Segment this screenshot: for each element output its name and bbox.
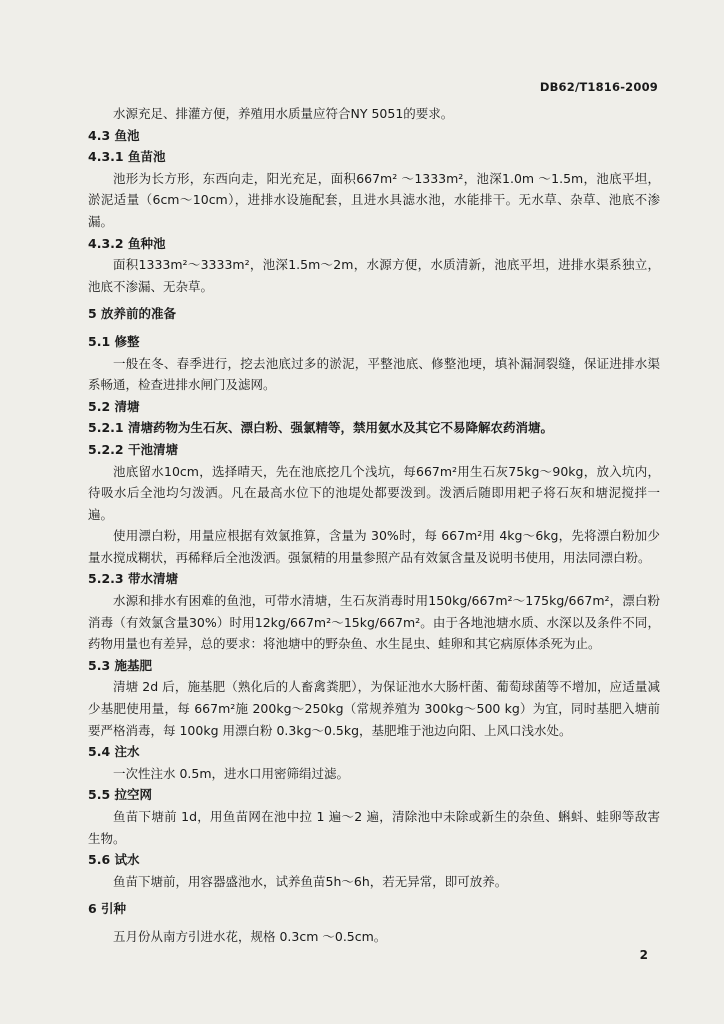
subsection-heading: 5.2.1 清塘药物为生石灰、漂白粉、强氯精等，禁用氨水及其它不易降解农药消塘。 xyxy=(88,420,553,436)
paragraph: 一次性注水 0.5m，进水口用密筛绢过滤。 xyxy=(113,765,350,781)
subsection-heading: 5.2.3 带水清塘 xyxy=(88,571,178,587)
paragraph: 五月份从南方引进水花，规格 0.3cm ～0.5cm。 xyxy=(113,928,387,944)
paragraph: 一般在冬、春季进行，挖去池底过多的淤泥，平整池底、修整池埂，填补漏洞裂缝，保证进排水渠系畅通，检查进排水闸门及滤网。 xyxy=(88,355,660,393)
subsection-heading: 4.3.1 鱼苗池 xyxy=(88,149,166,165)
paragraph: 鱼苗下塘前，用容器盛池水，试养鱼苗5h～6h，若无异常，即可放养。 xyxy=(113,873,508,889)
section-heading: 4.3 鱼池 xyxy=(88,127,140,143)
paragraph: 鱼苗下塘前 1d，用鱼苗网在池中拉 1 遍～2 遍，清除池中未除或新生的杂鱼、蝌蚪、蛙卵等敌害生物。 xyxy=(88,809,660,846)
paragraph: 池底留水10cm，选择晴天，先在池底挖几个浅坑，每667m²用生石灰75kg～90kg，放入坑内，待吸水后全池均匀泼洒。凡在最高水位下的池堤处都要泼到。泼洒后随即用耙子将石灰和塘泥搅拌一遍。 xyxy=(88,463,660,522)
section-heading: 5.5 拉空网 xyxy=(88,787,152,803)
chapter-heading: 6 引种 xyxy=(88,901,127,917)
paragraph: 水源充足、排灌方便，养殖用水质量应符合NY 5051的要求。 xyxy=(113,106,454,121)
paragraph: 使用漂白粉，用量应根据有效氯推算，含量为 30%时，每 667m²用 4kg～6kg，先将漂白粉加少量水搅成糊状，再稀释后全池泼洒。强氯精的用量参照产品有效氯含量及说明书使用，用法同漂白粉。 xyxy=(88,528,660,565)
page-number: 2 xyxy=(639,948,648,962)
subsection-heading: 5.2.2 干池清塘 xyxy=(88,441,178,457)
paragraph: 池形为长方形，东西向走，阳光充足，面积667m² ～1333m²，池深1.0m ～1.5m，池底平坦，淤泥适量（6cm～10cm），进排水设施配套，且进水具滤水池，水能排干。无水草、杂草、池底不渗漏。 xyxy=(88,170,660,229)
subsection-heading: 4.3.2 鱼种池 xyxy=(88,235,166,251)
section-heading: 5.4 注水 xyxy=(88,744,140,760)
paragraph: 面积1333m²～3333m²，池深1.5m～2m，水源方便，水质清新，池底平坦，进排水渠系独立，池底不渗漏、无杂草。 xyxy=(88,257,660,294)
section-heading: 5.3 施基肥 xyxy=(88,657,152,673)
chapter-heading: 5 放养前的准备 xyxy=(88,306,177,322)
section-heading: 5.2 清塘 xyxy=(88,398,140,414)
section-heading: 5.1 修整 xyxy=(88,333,140,349)
document-body xyxy=(88,103,660,948)
paragraph: 水源和排水有困难的鱼池，可带水清塘，生石灰消毒时用150kg/667m²～175kg/667m²，漂白粉消毒（有效氯含量30%）时用12kg/667m²～15kg/667m²。由于各地池塘水质、水深以及条件不同，药物用量也有差异，总的要求：将池塘中的野杂鱼、水生昆虫、蛙卵和其它病原体杀死为止。 xyxy=(88,593,660,652)
section-heading: 5.6 试水 xyxy=(88,852,140,868)
paragraph: 清塘 2d 后，施基肥（熟化后的人畜禽粪肥），为保证池水大肠杆菌、葡萄球菌等不增加，应适量减少基肥使用量，每 667m²施 200kg～250kg（常规养殖为 300kg～500 kg）为宜，同时基肥入塘前要严格消毒，每 100kg 用漂白粉 0.3kg～0.5kg，基肥堆于池边向阳、上风口浅水处。 xyxy=(88,679,660,738)
document-code: DB62/T1816-2009 xyxy=(539,80,658,94)
